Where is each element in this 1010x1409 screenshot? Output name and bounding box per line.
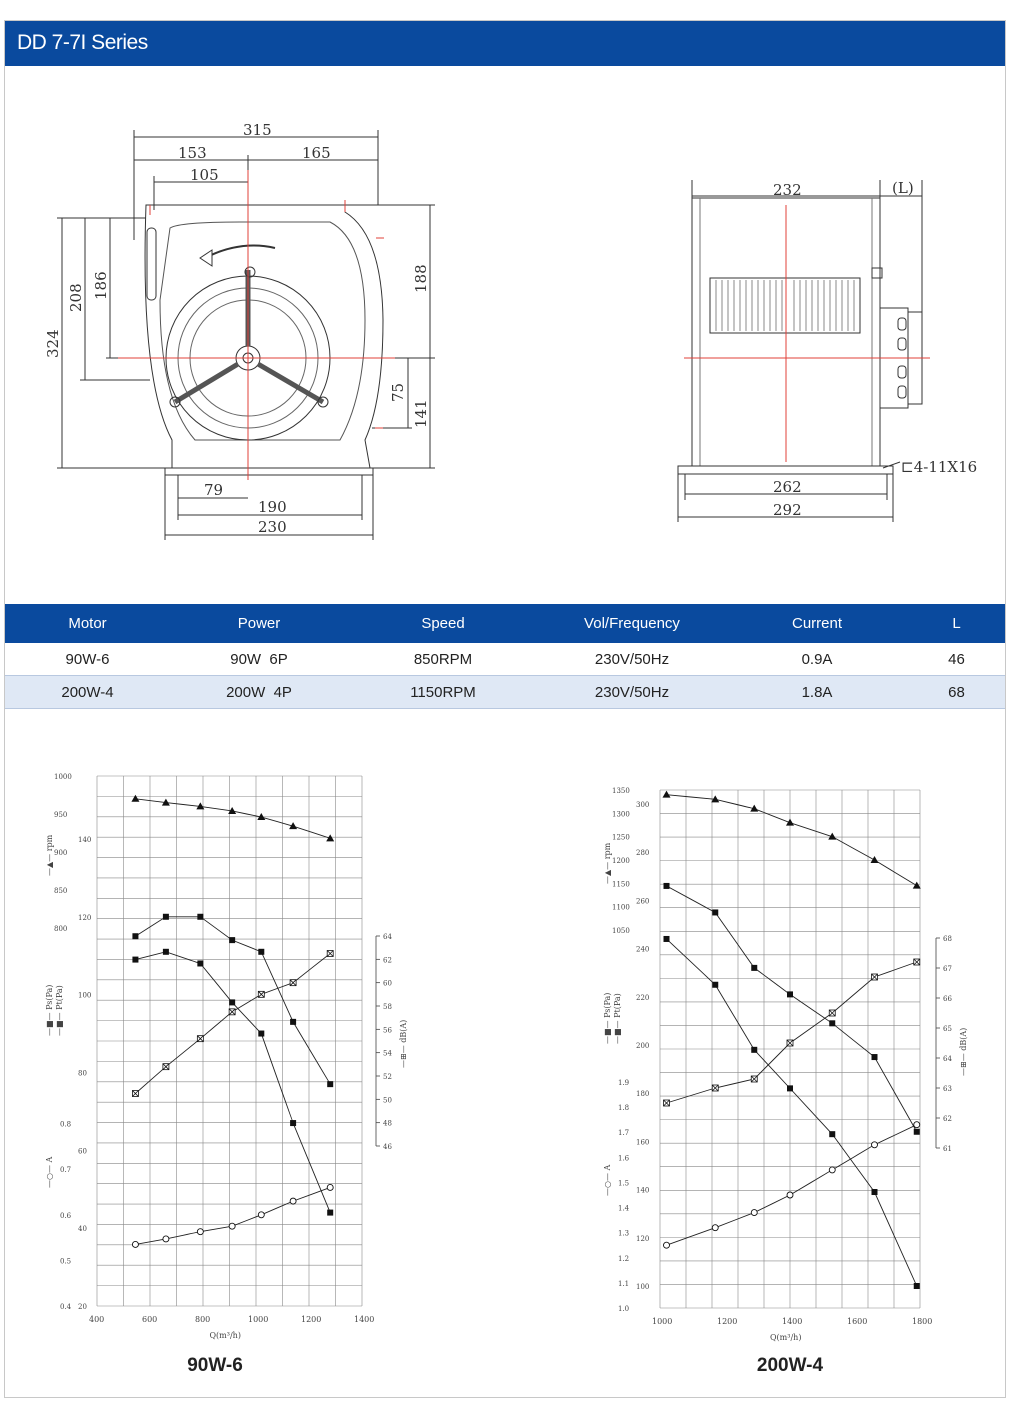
- dim-190: 190: [258, 498, 287, 516]
- dim-292: 292: [773, 501, 802, 519]
- cell-speed: 850RPM: [413, 650, 473, 668]
- x-tick-label: 1000: [248, 1315, 269, 1324]
- data-point-ptpa: [258, 949, 264, 955]
- col-power: Power: [237, 615, 281, 632]
- data-point-a: [712, 1225, 718, 1231]
- x-tick-label: 1600: [847, 1317, 868, 1326]
- data-point-a: [327, 1184, 333, 1190]
- noise-tick-label: 56: [383, 1026, 392, 1035]
- current-tick-label: 1.7: [618, 1129, 630, 1138]
- pressure-tick-label: 40: [78, 1225, 87, 1234]
- data-point-ptpa: [197, 914, 203, 920]
- dim-262: 262: [773, 478, 802, 496]
- col-L: L: [952, 615, 961, 632]
- cell-power: 200W 4P: [226, 683, 292, 701]
- performance-chart-200w-4: [598, 776, 968, 1356]
- noise-axis: [376, 936, 380, 1146]
- x-tick-label: 1800: [912, 1317, 933, 1326]
- series-line-pspa: [135, 952, 330, 1213]
- data-point-dba: [290, 980, 296, 986]
- current-axis-label: —○— A: [603, 1164, 612, 1196]
- noise-axis: [936, 938, 940, 1148]
- pressure-tick-label: 140: [636, 1186, 650, 1195]
- spec-table-header: [5, 604, 1005, 643]
- rpm-axis-label: —▲— rpm: [45, 834, 54, 876]
- series-line-ptpa: [667, 886, 917, 1132]
- side-view-drawing: [678, 180, 922, 522]
- data-point-dba: [163, 1064, 169, 1070]
- pressure-tick-label: 20: [78, 1303, 87, 1311]
- data-point-ptpa: [787, 991, 793, 997]
- current-tick-label: 1.2: [618, 1254, 630, 1263]
- rpm-tick-label: 1000: [54, 773, 72, 781]
- data-point-dba: [872, 974, 878, 980]
- data-point-a: [258, 1212, 264, 1218]
- data-point-rpm: [663, 791, 671, 798]
- data-point-ptpa: [712, 909, 718, 915]
- dim-230: 230: [258, 518, 287, 536]
- x-tick-label: 1200: [717, 1317, 738, 1326]
- dim-141: 141: [412, 399, 430, 428]
- noise-tick-label: 52: [383, 1073, 392, 1081]
- data-point-a: [229, 1223, 235, 1229]
- data-point-dba: [787, 1040, 793, 1046]
- data-point-pspa: [132, 957, 138, 963]
- pressure-tick-label: 120: [636, 1234, 650, 1243]
- dim-L: (L): [892, 179, 914, 197]
- dim-mounting-holes: ⊏4-11X16: [901, 458, 978, 476]
- data-point-pspa: [163, 949, 169, 955]
- chart-caption-200w-4: 200W-4: [756, 1355, 824, 1376]
- series-line-dba: [667, 962, 917, 1103]
- data-point-a: [914, 1122, 920, 1128]
- data-point-dba: [829, 1010, 835, 1016]
- noise-tick-label: 64: [383, 933, 392, 941]
- pressure-tick-label: 220: [636, 993, 650, 1002]
- data-point-ptpa: [829, 1020, 835, 1026]
- cell-motor: 90W-6: [65, 650, 110, 668]
- rpm-tick-label: 800: [54, 925, 68, 933]
- cell-speed: 1150RPM: [410, 683, 476, 701]
- data-point-a: [787, 1192, 793, 1198]
- current-tick-label: 0.7: [60, 1166, 72, 1175]
- x-tick-label: 800: [195, 1315, 211, 1324]
- data-point-pspa: [872, 1189, 878, 1195]
- cell-current: 1.8A: [801, 683, 833, 701]
- dim-232: 232: [773, 181, 802, 199]
- col-current: Current: [791, 615, 843, 632]
- noise-tick-label: 60: [383, 979, 392, 988]
- pressure-tick-label: 200: [636, 1042, 650, 1050]
- col-speed: Speed: [421, 615, 465, 632]
- data-point-ptpa: [229, 937, 235, 943]
- dim-105: 105: [190, 166, 219, 184]
- noise-tick-label: 61: [943, 1145, 952, 1153]
- rpm-tick-label: 1150: [612, 880, 630, 889]
- pressure-tick-label: 160: [636, 1138, 650, 1147]
- x-tick-label: 1400: [782, 1317, 803, 1326]
- table-row: [5, 643, 1005, 676]
- current-tick-label: 1.0: [618, 1305, 630, 1313]
- performance-chart-90w-6: [40, 768, 430, 1348]
- pressure-tick-label: 280: [636, 849, 650, 858]
- noise-axis-label: —⊞— dB(A): [399, 1019, 408, 1068]
- data-point-pspa: [229, 999, 235, 1005]
- pressure-tick-label: 180: [636, 1090, 650, 1099]
- data-point-ptpa: [751, 965, 757, 971]
- dim-315: 315: [243, 121, 272, 139]
- data-point-rpm: [913, 882, 921, 889]
- x-axis-label: Q(m³/h): [209, 1331, 241, 1340]
- x-axis-label: Q(m³/h): [770, 1333, 802, 1342]
- data-point-ptpa: [664, 883, 670, 889]
- ps-axis-label: —■— Ps(Pa): [603, 992, 612, 1044]
- dim-153: 153: [178, 144, 207, 162]
- current-tick-label: 1.5: [618, 1179, 630, 1188]
- series-title: DD 7-7I Series: [17, 31, 148, 54]
- dim-324: 324: [44, 329, 62, 358]
- pressure-tick-label: 100: [636, 1283, 650, 1291]
- pressure-tick-label: 80: [78, 1069, 87, 1078]
- data-point-rpm: [786, 819, 794, 826]
- data-point-ptpa: [163, 914, 169, 920]
- pressure-tick-label: 260: [636, 897, 650, 906]
- noise-tick-label: 46: [383, 1143, 392, 1151]
- current-tick-label: 1.3: [618, 1229, 630, 1238]
- col-motor: Motor: [68, 615, 107, 632]
- pt-axis-label: —■— Pt(Pa): [613, 993, 622, 1044]
- series-line-dba: [135, 954, 330, 1094]
- data-point-a: [197, 1229, 203, 1235]
- cell-current: 0.9A: [801, 650, 833, 668]
- table-row: [5, 676, 1005, 709]
- data-point-ptpa: [132, 933, 138, 939]
- data-point-dba: [229, 1009, 235, 1015]
- data-point-pspa: [914, 1283, 920, 1289]
- data-point-rpm: [871, 856, 879, 863]
- current-tick-label: 0.4: [60, 1303, 72, 1311]
- data-point-pspa: [787, 1085, 793, 1091]
- data-point-a: [664, 1242, 670, 1248]
- data-point-a: [290, 1198, 296, 1204]
- current-tick-label: 1.6: [618, 1154, 630, 1163]
- x-tick-label: 1200: [301, 1315, 322, 1324]
- dim-79: 79: [204, 481, 224, 499]
- data-point-pspa: [829, 1131, 835, 1137]
- series-line-a: [667, 1125, 917, 1246]
- noise-tick-label: 67: [943, 965, 952, 973]
- chart-caption-90w-6: 90W-6: [187, 1355, 243, 1376]
- noise-tick-label: 62: [943, 1115, 952, 1123]
- rpm-axis-label: —▲— rpm: [603, 842, 612, 884]
- noise-tick-label: 62: [383, 956, 392, 965]
- dimension-drawings: [0, 0, 1010, 600]
- series-line-rpm: [667, 795, 917, 886]
- rpm-tick-label: 900: [54, 849, 68, 857]
- dim-75: 75: [389, 382, 407, 402]
- current-tick-label: 0.5: [60, 1257, 72, 1266]
- data-point-a: [872, 1142, 878, 1148]
- noise-tick-label: 63: [943, 1085, 952, 1093]
- dim-208: 208: [67, 283, 85, 312]
- data-point-dba: [132, 1091, 138, 1097]
- cell-motor: 200W-4: [61, 683, 114, 701]
- data-point-a: [163, 1236, 169, 1242]
- cell-power: 90W 6P: [230, 650, 288, 668]
- data-point-ptpa: [872, 1054, 878, 1060]
- data-point-a: [132, 1241, 138, 1247]
- data-point-ptpa: [327, 1081, 333, 1087]
- data-point-ptpa: [290, 1019, 296, 1025]
- col-vol-frequency: Vol/Frequency: [584, 615, 680, 632]
- pressure-tick-label: 140: [78, 835, 92, 844]
- pressure-tick-label: 100: [78, 991, 92, 1000]
- data-point-a: [751, 1210, 757, 1216]
- noise-tick-label: 54: [383, 1049, 392, 1058]
- noise-tick-label: 64: [943, 1055, 952, 1063]
- data-point-dba: [914, 959, 920, 965]
- current-tick-label: 1.9: [618, 1079, 630, 1087]
- current-axis-label: —○— A: [45, 1156, 54, 1188]
- dim-186: 186: [92, 271, 110, 300]
- data-point-pspa: [664, 936, 670, 942]
- cell-L: 68: [948, 683, 965, 701]
- current-tick-label: 1.1: [618, 1279, 630, 1288]
- data-point-pspa: [712, 982, 718, 988]
- chart-grid: [660, 790, 920, 1308]
- cell-vol-frequency: 230V/50Hz: [594, 683, 670, 701]
- current-tick-label: 1.8: [618, 1104, 630, 1113]
- data-point-a: [829, 1167, 835, 1173]
- rpm-tick-label: 1100: [612, 903, 630, 912]
- rpm-tick-label: 1200: [612, 857, 630, 865]
- data-point-dba: [751, 1076, 757, 1082]
- noise-tick-label: 50: [383, 1096, 392, 1105]
- series-line-pspa: [667, 939, 917, 1286]
- data-point-dba: [258, 991, 264, 997]
- x-tick-label: 600: [142, 1315, 158, 1324]
- x-tick-label: 1400: [354, 1315, 375, 1324]
- data-point-ptpa: [914, 1129, 920, 1135]
- rpm-tick-label: 1050: [612, 927, 630, 935]
- pressure-tick-label: 300: [636, 801, 650, 809]
- rpm-tick-label: 850: [54, 887, 68, 895]
- dim-165: 165: [302, 144, 331, 162]
- data-point-pspa: [751, 1047, 757, 1053]
- current-tick-label: 0.6: [60, 1211, 72, 1220]
- data-point-dba: [664, 1100, 670, 1106]
- noise-tick-label: 48: [383, 1119, 392, 1128]
- noise-tick-label: 65: [943, 1025, 952, 1033]
- data-point-pspa: [197, 960, 203, 966]
- noise-tick-label: 66: [943, 995, 952, 1003]
- pressure-tick-label: 120: [78, 913, 92, 922]
- spec-table: [5, 604, 1005, 709]
- data-point-dba: [712, 1085, 718, 1091]
- rpm-tick-label: 950: [54, 811, 68, 819]
- data-point-pspa: [258, 1031, 264, 1037]
- x-tick-label: 400: [89, 1315, 105, 1324]
- data-point-pspa: [290, 1120, 296, 1126]
- ps-axis-label: —■— Ps(Pa): [45, 984, 54, 1036]
- rpm-tick-label: 1250: [612, 833, 630, 842]
- noise-tick-label: 58: [383, 1003, 392, 1011]
- current-tick-label: 0.8: [60, 1120, 72, 1129]
- front-view-drawing: [57, 130, 435, 540]
- pt-axis-label: —■— Pt(Pa): [55, 985, 64, 1036]
- noise-tick-label: 68: [943, 935, 952, 943]
- current-tick-label: 1.4: [618, 1204, 630, 1213]
- cell-vol-frequency: 230V/50Hz: [594, 650, 670, 668]
- x-tick-label: 1000: [652, 1317, 673, 1326]
- rpm-tick-label: 1300: [612, 810, 630, 819]
- data-point-dba: [327, 951, 333, 957]
- dim-188: 188: [412, 264, 430, 293]
- data-point-dba: [197, 1036, 203, 1042]
- pressure-tick-label: 60: [78, 1147, 87, 1156]
- cell-L: 46: [948, 650, 965, 668]
- rpm-tick-label: 1350: [612, 787, 630, 795]
- data-point-rpm: [131, 795, 139, 802]
- data-point-pspa: [327, 1210, 333, 1216]
- pressure-tick-label: 240: [636, 945, 650, 954]
- noise-axis-label: —⊞— dB(A): [959, 1027, 968, 1076]
